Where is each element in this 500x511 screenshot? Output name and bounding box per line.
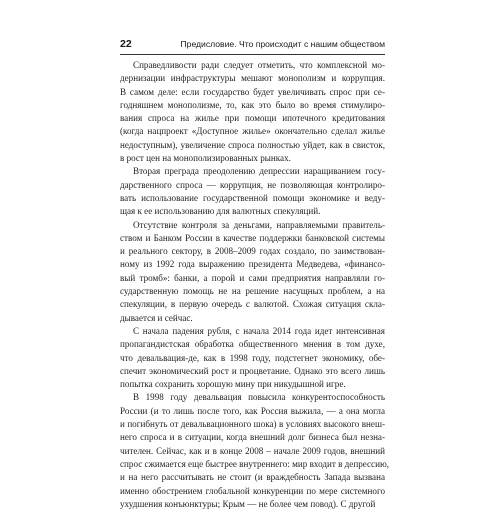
text-line: ухудшения конъюнктуры; Крым — не более чем повод). С другой: [120, 498, 376, 509]
running-title: Предисловие. Что происходит с нашим обществом: [180, 39, 385, 49]
text-line: Отсутствие контроля за деньгами, направляемыми правитель-: [133, 219, 385, 230]
text-line: Справедливости ради следует отметить, что комплексной мо-: [133, 60, 385, 70]
text-line: именно обострением глобальной конкуренции по мере системного: [120, 485, 385, 496]
page-number: 22: [120, 38, 132, 50]
text-line: дарственного спроса — коррупция, не позволяющая контролиро-: [120, 179, 385, 190]
text-line: и погибнуть от девальвационного шока) в условиях высокого внеш-: [120, 419, 385, 430]
header-rule: [120, 54, 385, 55]
text-line: в рост цен на монополизированных рынках.: [120, 153, 291, 164]
paragraph: [120, 165, 385, 218]
text-line: что девальвация-де, как в 1998 году, подстегнет экономику, обе-: [120, 352, 385, 363]
text-line: сударственную помощь не на решение насущных проблем, а на: [120, 286, 385, 297]
body-text: [120, 59, 390, 511]
paragraph: [120, 59, 385, 165]
text-line: вать использование государственной помощи экономике и веду-: [120, 192, 385, 203]
text-line: С начала падения рубля, с начала 2014 года идет интенсивная: [133, 325, 385, 336]
text-line: дывается и сейчас.: [120, 312, 193, 323]
text-line: вый тромб»: банки, а порой и сами предприятия направляли го-: [120, 272, 385, 283]
text-line: Вторая преграда преодолению депрессии наращиванием госу-: [133, 166, 385, 177]
text-line: щая к ее использованию для валютных спекуляций.: [120, 206, 321, 217]
text-line: дернизации инфраструктуры мешают монополизм и коррупция.: [120, 73, 385, 84]
text-line: него спроса и в ситуации, когда внешний долг бизнеса был незна-: [120, 432, 385, 443]
paragraph: [120, 391, 390, 511]
text-line: и реального сектору, в 2008–2009 годах создало, по заимствован-: [120, 246, 385, 257]
text-line: недоступным), увеличение спроса полностью уйдет, как в свисток,: [120, 139, 385, 150]
text-line: В 1998 году девальвация повысила конкурентоспособность: [133, 392, 385, 403]
text-line: России (и то лишь после того, как Россия выжила, — а она могла: [120, 405, 385, 416]
text-line: ному из 1992 года выражению президента Медведева, «финансо-: [120, 259, 385, 270]
text-line: спрос сжимается еще быстрее внутреннего: мир входит в депрессию,: [120, 458, 390, 469]
text-line: годняшнем монополизме, то, как это было во время стимулиро-: [120, 99, 385, 110]
page-header: [120, 38, 385, 52]
text-line: чителен. Сейчас, как и в конце 2008 – начале 2009 годов, внешний: [120, 445, 385, 456]
text-line: и на него рассчитывать не стоит (и враждебность Запада вызвана: [120, 472, 385, 483]
text-line: (когда нацпроект «Доступное жилье» окончательно сделал жилье: [120, 126, 385, 137]
text-line: ством и Банком России в качестве поддержки банковской системы: [120, 232, 385, 243]
text-line: В самом деле: если государство будет увеличивать спрос при се-: [120, 86, 385, 97]
text-line: пропагандистская обработка общественного мнения в том духе,: [120, 339, 385, 350]
text-line: спечит экономический рост и процветание. Однако это всего лишь: [120, 365, 385, 376]
text-line: попытка сохранить хорошую мину при никудышной игре.: [120, 379, 346, 390]
text-line: спекуляции, в первую очередь с валютой. Схожая ситуация скла-: [120, 299, 385, 310]
text-line: вания спроса на жилье при помощи ипотечного кредитования: [120, 113, 385, 124]
paragraph: [120, 219, 385, 325]
paragraph: [120, 325, 385, 391]
